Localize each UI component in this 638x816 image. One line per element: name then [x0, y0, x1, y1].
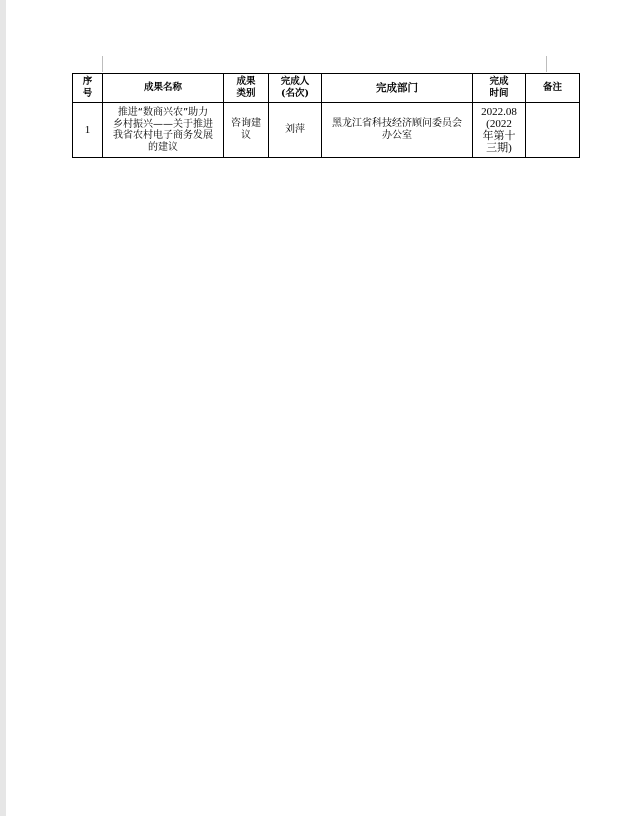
header-person: 完成人 (名次) [269, 74, 322, 103]
table-row [73, 103, 580, 158]
document-page [6, 0, 638, 816]
header-category: 成果 类别 [224, 74, 269, 103]
cell-category: 咨询建 议 [224, 103, 269, 158]
header-remark: 备注 [526, 74, 580, 103]
header-time: 完成 时间 [473, 74, 526, 103]
crop-mark-top-left [102, 56, 103, 72]
cell-time: 2022.08 (2022 年第十 三期) [473, 103, 526, 158]
cell-name: 推进“数商兴农”助力 乡村振兴——关于推进 我省农村电子商务发展 的建议 [103, 103, 224, 158]
cell-dept: 黑龙江省科技经济顾问委员会 办公室 [322, 103, 473, 158]
crop-mark-top-right [546, 56, 547, 72]
cell-index: 1 [73, 103, 103, 158]
cell-person: 刘萍 [269, 103, 322, 158]
header-index: 序 号 [73, 74, 103, 103]
table-header-row [73, 74, 580, 103]
header-dept: 完成部门 [322, 74, 473, 103]
header-name: 成果名称 [103, 74, 224, 103]
results-table [72, 73, 580, 158]
cell-remark [526, 103, 580, 158]
